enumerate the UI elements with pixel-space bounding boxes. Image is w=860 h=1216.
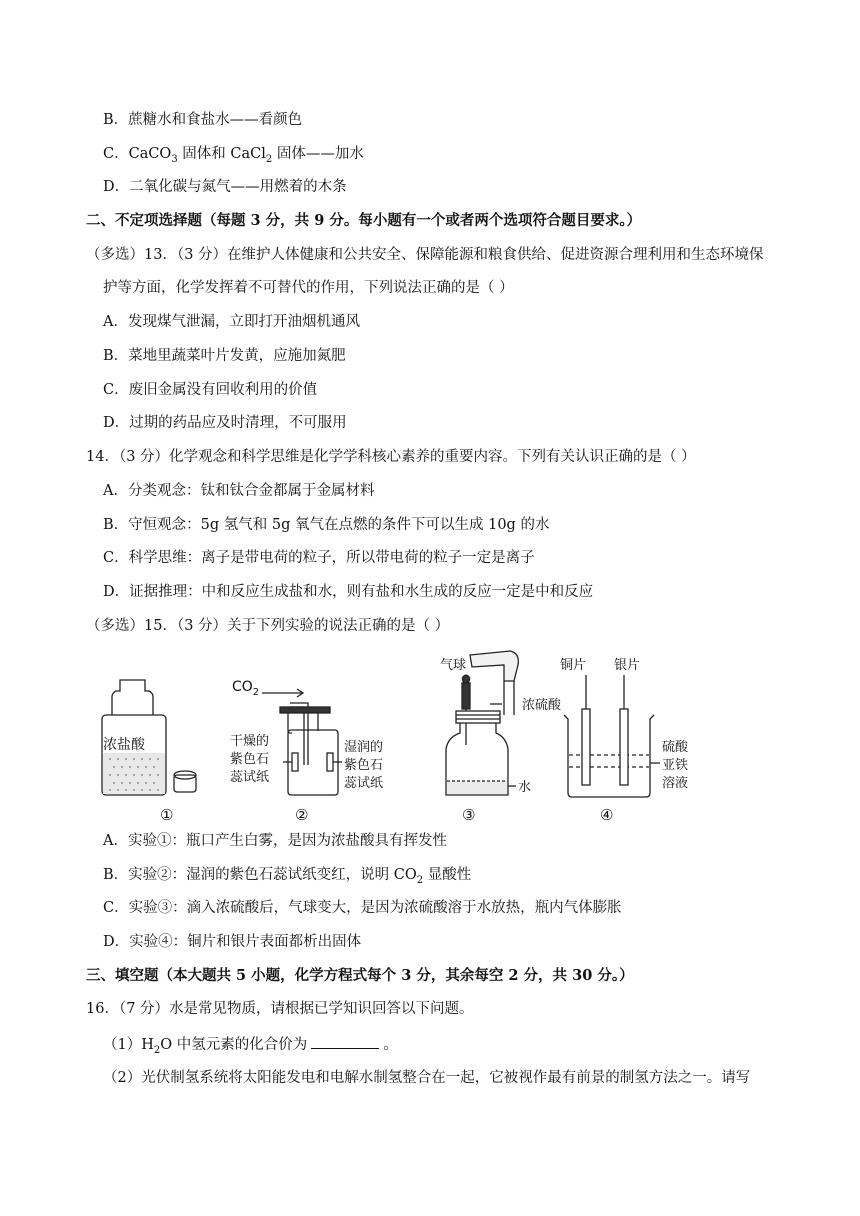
label-feso4-1: 硫酸 [662, 740, 689, 755]
q15-option-b-sub: 2 [416, 874, 424, 886]
q15-option-b [103, 865, 471, 891]
label-co2 [232, 679, 259, 698]
q13-stem-line2: 护等方面，化学发挥着不可替代的作用，下列说法正确的是（ ） [103, 280, 514, 296]
dropper-bulb [462, 675, 469, 683]
label-wet-2: 紫色石 [344, 758, 384, 773]
section3-heading: 三、填空题（本大题共 5 小题，化学方程式每个 3 分，其余每空 2 分，共 30 分。） [86, 967, 634, 984]
q15-stem: （多选）15．（3 分）关于下列实验的说法正确的是（ ） [86, 618, 450, 634]
label-dry-1: 干燥的 [230, 734, 270, 749]
q16-part1-text-2: O 中氢元素的化合价为 [160, 1037, 308, 1053]
q15-option-d: D．实验④：铜片和银片表面都析出固体 [103, 934, 362, 950]
bottle-neck-outline [112, 680, 153, 715]
answer-blank[interactable] [311, 1034, 379, 1049]
label-num-4: ④ [600, 806, 614, 824]
wet-paper [327, 753, 333, 771]
q15-option-b-text-1: B．实验②：湿润的紫色石蕊试纸变红，说明 CO [103, 867, 417, 883]
label-co2-text: CO [232, 679, 253, 695]
q12-option-c [103, 144, 364, 170]
label-copper: 铜片 [560, 658, 587, 673]
q12-option-c-text-1: C．CaCO [103, 146, 172, 162]
bottle-2 [288, 730, 338, 795]
q16-part1-text-3: 。 [383, 1037, 398, 1053]
stopper [280, 707, 330, 713]
q16-part1 [103, 1034, 398, 1061]
stopper-3 [456, 711, 500, 723]
label-feso4-3: 溶液 [662, 776, 689, 791]
beaker-4 [564, 715, 654, 797]
q13-stem-line1: （多选）13．（3 分）在维护人体健康和公共安全、保障能源和粮食供给、促进资源合理利用和生态环境保 [86, 247, 764, 263]
experiment-2 [262, 689, 342, 795]
experiment-4 [564, 675, 660, 797]
balloon [470, 651, 518, 681]
q15-option-b-text-2: 显酸性 [423, 867, 472, 883]
q15-experiment-figure [90, 645, 690, 825]
label-wet-1: 湿润的 [344, 740, 384, 755]
q14-option-d: D．证据推理：中和反应生成盐和水，则有盐和水生成的反应一定是中和反应 [103, 584, 594, 600]
q16-part2: （2）光伏制氢系统将太阳能发电和电解水制氢整合在一起，它被视作最有前景的制氢方法之一。请写 [103, 1070, 751, 1086]
q14-option-c: C．科学思维：离子是带电荷的粒子，所以带电荷的粒子一定是离子 [103, 550, 535, 566]
label-num-2: ② [295, 806, 309, 824]
q14-option-a: A．分类观念：钛和钛合金都属于金属材料 [103, 483, 375, 499]
label-conc-h2so4: 浓硫酸 [522, 698, 562, 713]
q14-stem: 14．（3 分）化学观念和科学思维是化学学科核心素养的重要内容。下列有关认识正确的是（ ） [86, 449, 696, 465]
q12-option-c-sub-2: 2 [265, 153, 273, 165]
silver-strip [620, 709, 628, 785]
q15-option-a: A．实验①：瓶口产生白雾，是因为浓盐酸具有挥发性 [103, 833, 447, 849]
section2-heading: 二、不定项选择题（每题 3 分，共 9 分。每小题有一个或者两个选项符合题目要求。） [86, 212, 642, 229]
copper-strip [582, 709, 590, 785]
dropper-body [462, 683, 470, 709]
water-3 [447, 781, 507, 794]
q14-option-b: B．守恒观念：5g 氢气和 5g 氧气在点燃的条件下可以生成 10g 的水 [103, 517, 550, 533]
label-hcl: 浓盐酸 [103, 737, 145, 753]
label-dry-3: 蕊试纸 [230, 770, 270, 785]
q16-stem: 16．（7 分）水是常见物质，请根据已学知识回答以下问题。 [86, 1001, 474, 1017]
label-wet-3: 蕊试纸 [344, 776, 384, 791]
label-water: 水 [518, 780, 532, 795]
q13-option-d: D．过期的药品应及时清理，不可服用 [103, 415, 347, 431]
q13-option-b: B．菜地里蔬菜叶片发黄，应施加氮肥 [103, 348, 346, 364]
label-co2-sub: 2 [252, 687, 260, 698]
q13-option-a: A．发现煤气泄漏，立即打开油烟机通风 [103, 314, 360, 330]
label-balloon: 气球 [440, 658, 467, 673]
label-num-3: ③ [462, 806, 476, 824]
label-num-1: ① [160, 806, 174, 824]
label-feso4-2: 亚铁 [662, 758, 689, 773]
dry-paper [292, 753, 298, 771]
q16-part1-sub: 2 [153, 1044, 161, 1056]
q12-option-d: D．二氧化碳与氮气——用燃着的木条 [103, 179, 347, 195]
q12-option-b: B．蔗糖水和食盐水——看颜色 [103, 112, 303, 128]
q12-option-c-sub-1: 3 [171, 153, 178, 165]
q13-option-c: C．废旧金属没有回收利用的价值 [103, 382, 318, 398]
q15-option-c: C．实验③：滴入浓硫酸后，气球变大，是因为浓硫酸溶于水放热，瓶内气体膨胀 [103, 900, 622, 916]
label-silver: 银片 [614, 658, 641, 673]
q12-option-c-text-3: 固体——加水 [272, 146, 364, 162]
q16-part1-text-1: （1）H [103, 1037, 154, 1053]
label-dry-2: 紫色石 [230, 752, 270, 767]
q12-option-c-text-2: 固体和 CaCl [177, 146, 266, 162]
